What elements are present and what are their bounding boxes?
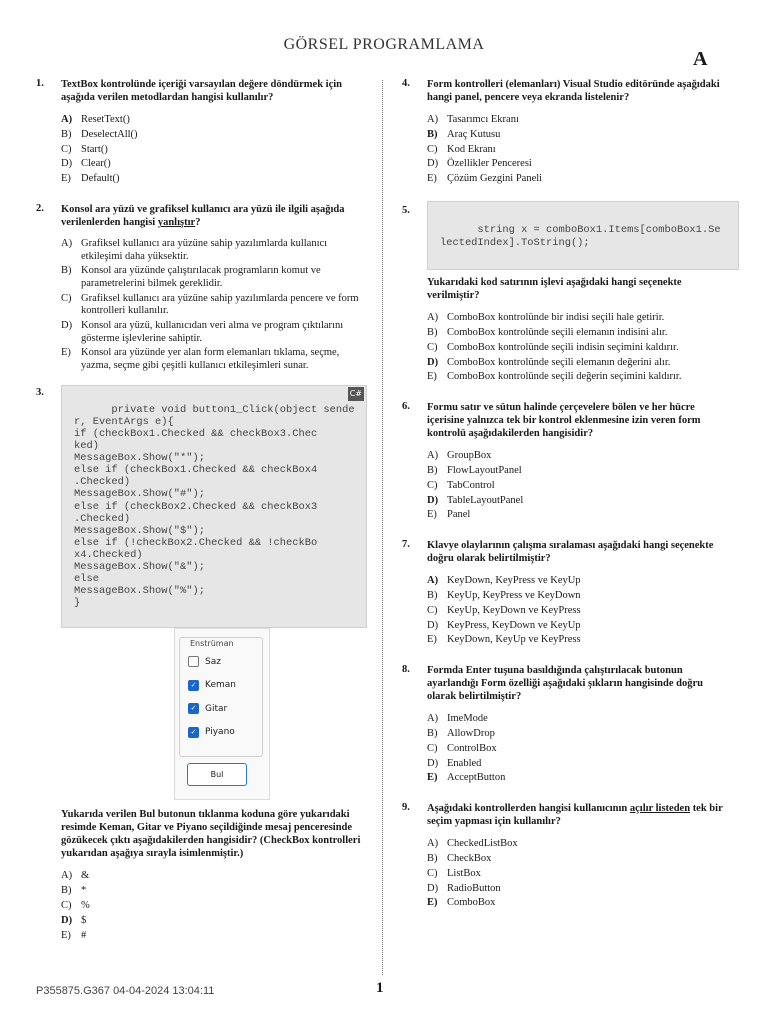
option-text: DeselectAll() bbox=[81, 128, 138, 140]
option-text: ComboBox kontrolünde seçili elemanın değerini alır. bbox=[447, 356, 671, 368]
option-letter: A) bbox=[427, 838, 439, 850]
option-text: ImeMode bbox=[447, 713, 488, 725]
option-letter: D) bbox=[61, 158, 73, 170]
groupbox-title: Enstrüman bbox=[190, 639, 234, 649]
option-letter: E) bbox=[427, 772, 438, 784]
answer-option bbox=[61, 157, 366, 172]
answer-option bbox=[427, 508, 732, 523]
option-text: Özellikler Penceresi bbox=[447, 158, 532, 170]
option-text: Konsol ara yüzünde yer alan form elemanları tıklama, seçme, yazma, seçme gibi çeşitli kullanıcı etkileşimleri sunar. bbox=[81, 347, 340, 372]
answer-option bbox=[61, 347, 366, 372]
option-letter: D) bbox=[427, 757, 439, 769]
option-text: Grafiksel kullanıcı ara yüzüne sahip yazılımlarda pencere ve form kontrolleri kullanılır. bbox=[81, 292, 359, 317]
option-letter: B) bbox=[61, 265, 72, 277]
question-number: 6. bbox=[402, 401, 410, 413]
column-divider bbox=[382, 80, 383, 975]
option-text: & bbox=[81, 870, 90, 882]
option-text: Panel bbox=[447, 509, 471, 521]
answer-option bbox=[427, 157, 732, 172]
option-text: KeyUp, KeyDown ve KeyPress bbox=[447, 604, 581, 616]
option-text: FlowLayoutPanel bbox=[447, 464, 522, 476]
answer-option bbox=[427, 742, 732, 757]
option-text: Konsol ara yüzü, kullanıcıdan veri alma ve program çıktılarını gösterme işlevlerine sahiptir. bbox=[81, 320, 344, 344]
answer-option bbox=[427, 837, 732, 852]
answer-option bbox=[61, 128, 366, 143]
question-number: 1. bbox=[36, 78, 44, 89]
answer-option bbox=[427, 589, 732, 604]
question-text: Konsol ara yüzü ve grafiksel kullanıcı ara yüzü ile ilgili aşağıda verilenlerden hangisi yanlıştır? bbox=[61, 203, 345, 228]
answer-option bbox=[427, 757, 732, 772]
option-text: Grafiksel kullanıcı ara yüzüne sahip yazılımlarda kullanıcı etkileşimi daha yüksektir. bbox=[81, 237, 328, 262]
option-letter: C) bbox=[427, 742, 438, 754]
option-letter: A) bbox=[61, 237, 73, 249]
option-list bbox=[427, 311, 732, 385]
answer-option bbox=[427, 712, 732, 727]
option-text: % bbox=[81, 900, 90, 912]
question-9 bbox=[402, 802, 732, 911]
option-list bbox=[61, 113, 366, 187]
answer-option bbox=[61, 899, 366, 914]
form-preview bbox=[174, 628, 270, 800]
code-text: private void button1_Click(object sende r, EventArgs e){ if (checkBox1.Checked && checkBox3.Chec ked) MessageBox.Show("*"); else if (checkBox1.Checked && checkBox4 .Checked) MessageBox.Show("#"); else if (checkBox2.Checked && checkBox3 .Checked) MessageBox.Show("$"); else if (!checkBox2.Checked && !checkBo x4.Checked) MessageBox.Show("&"); else MessageBox.Show("%"); } bbox=[74, 403, 355, 610]
answer-option bbox=[427, 370, 732, 385]
question-1 bbox=[36, 78, 366, 187]
answer-option bbox=[427, 882, 732, 897]
option-letter: E) bbox=[427, 634, 437, 646]
language-badge: C# bbox=[348, 387, 364, 401]
checkbox-1[interactable] bbox=[188, 680, 236, 691]
option-letter: C) bbox=[61, 900, 72, 912]
option-letter: B) bbox=[61, 885, 72, 897]
question-4 bbox=[402, 78, 732, 187]
option-text: ComboBox kontrolünde seçili indisin seçimini kaldırır. bbox=[447, 341, 679, 353]
option-letter: B) bbox=[427, 128, 438, 140]
option-text: GroupBox bbox=[447, 450, 492, 462]
option-letter: B) bbox=[427, 464, 438, 476]
answer-option bbox=[61, 265, 366, 290]
left-column bbox=[36, 78, 366, 943]
option-letter: D) bbox=[427, 494, 439, 506]
question-number: 4. bbox=[402, 78, 410, 89]
question-6 bbox=[402, 401, 732, 523]
answer-option bbox=[427, 727, 732, 742]
underlined-keyword: yanlıştır bbox=[157, 216, 196, 228]
option-text: ControlBox bbox=[447, 742, 497, 754]
option-list bbox=[61, 238, 366, 373]
answer-option bbox=[61, 914, 366, 929]
option-letter: A) bbox=[427, 312, 439, 324]
option-text: Konsol ara yüzünde çalıştırılacak programların komut ve parametrelerini bilmek gereklidir. bbox=[81, 265, 321, 289]
question-number: 2. bbox=[36, 202, 44, 214]
right-column bbox=[402, 78, 732, 911]
answer-option bbox=[427, 143, 732, 158]
question-text: Aşağıdaki kontrollerden hangisi kullanıcının açılır listeden tek bir seçim yapması için kullanılır? bbox=[427, 803, 723, 828]
answer-option bbox=[61, 143, 366, 158]
checkbox-2[interactable] bbox=[188, 703, 227, 714]
option-letter: E) bbox=[427, 371, 437, 383]
answer-option bbox=[61, 929, 366, 944]
bul-button[interactable]: Bul bbox=[187, 763, 247, 786]
option-letter: B) bbox=[427, 852, 438, 864]
option-text: AllowDrop bbox=[447, 727, 495, 739]
option-list bbox=[61, 869, 366, 943]
question-2 bbox=[36, 203, 366, 373]
checked-icon: ✓ bbox=[188, 727, 199, 738]
option-letter: C) bbox=[61, 292, 72, 304]
option-text: KeyUp, KeyPress ve KeyDown bbox=[447, 589, 581, 601]
option-letter: A) bbox=[427, 450, 439, 462]
option-letter: B) bbox=[61, 128, 72, 140]
option-text: TabControl bbox=[447, 479, 495, 491]
answer-option bbox=[61, 869, 366, 884]
answer-option bbox=[427, 896, 732, 911]
option-text: * bbox=[81, 885, 87, 897]
answer-option bbox=[427, 464, 732, 479]
answer-option bbox=[427, 619, 732, 634]
option-letter: B) bbox=[427, 326, 438, 338]
option-text: Kod Ekranı bbox=[447, 143, 496, 155]
answer-option bbox=[427, 326, 732, 341]
question-number: 7. bbox=[402, 539, 410, 551]
option-letter: C) bbox=[427, 604, 438, 616]
question-text: Formu satır ve sütun halinde çerçevelere bölen ve her hücre içerisine yalnızca tek bir kontrol eklenmesine izin veren form kontrolü aşağıdakilerden hangisidir? bbox=[427, 402, 701, 440]
code-block bbox=[427, 201, 739, 270]
checkbox-label: Piyano bbox=[205, 727, 235, 738]
answer-option bbox=[61, 113, 366, 128]
option-text: RadioButton bbox=[447, 882, 501, 894]
option-letter: E) bbox=[61, 929, 71, 941]
question-8 bbox=[402, 664, 732, 786]
option-text: KeyDown, KeyPress ve KeyUp bbox=[447, 575, 581, 587]
option-text: ResetText() bbox=[81, 114, 130, 125]
option-letter: B) bbox=[427, 589, 438, 601]
option-text: Tasarımcı Ekranı bbox=[447, 114, 519, 125]
option-letter: D) bbox=[61, 320, 73, 332]
option-letter: A) bbox=[427, 575, 439, 587]
question-text: Yukarıdaki kod satırının işlevi aşağıdaki hangi seçenekte verilmiştir? bbox=[427, 277, 682, 302]
footer-code: P355875.G367 04-04-2024 13:04:11 bbox=[36, 985, 215, 997]
option-letter: C) bbox=[427, 867, 438, 879]
answer-option bbox=[427, 311, 732, 326]
option-text: Start() bbox=[81, 143, 108, 155]
option-letter: D) bbox=[427, 158, 439, 170]
code-text: string x = comboBox1.Items[comboBox1.Se lectedIndex].ToString(); bbox=[440, 223, 721, 249]
checkbox-label: Saz bbox=[205, 656, 221, 667]
answer-option bbox=[61, 293, 366, 318]
option-text: Enabled bbox=[447, 757, 482, 769]
checkbox-3[interactable] bbox=[188, 727, 235, 738]
option-letter: E) bbox=[61, 173, 71, 185]
answer-option bbox=[427, 867, 732, 882]
answer-option bbox=[427, 494, 732, 509]
option-text: $ bbox=[81, 914, 87, 926]
option-letter: D) bbox=[427, 356, 439, 368]
option-text: Default() bbox=[81, 173, 120, 185]
answer-option bbox=[427, 771, 732, 786]
option-list bbox=[427, 113, 732, 187]
option-text: TableLayoutPanel bbox=[447, 494, 524, 506]
answer-option bbox=[61, 320, 366, 345]
option-text: AcceptButton bbox=[447, 772, 506, 784]
question-5 bbox=[402, 201, 732, 385]
option-text: KeyPress, KeyDown ve KeyUp bbox=[447, 619, 581, 631]
checked-icon: ✓ bbox=[188, 680, 199, 691]
answer-option bbox=[427, 356, 732, 371]
question-number: 3. bbox=[36, 386, 44, 398]
checkbox-0[interactable] bbox=[188, 656, 221, 667]
option-text: ComboBox bbox=[447, 897, 496, 909]
option-list bbox=[427, 712, 732, 786]
question-text: Formda Enter tuşuna basıldığında çalıştırılacak butonun ayarlandığı Form özelliği aşağıdaki şıkların hangisinde doğru olarak belirtilmiştir? bbox=[427, 665, 703, 703]
option-letter: D) bbox=[427, 619, 439, 631]
option-text: Çözüm Gezgini Paneli bbox=[447, 173, 543, 185]
answer-option bbox=[427, 128, 732, 143]
question-text: Klavye olaylarının çalışma sıralaması aşağıdaki hangi seçenekte doğru olarak belirtilmiştir? bbox=[427, 540, 714, 565]
question-number: 8. bbox=[402, 664, 410, 676]
option-text: Araç Kutusu bbox=[447, 128, 501, 140]
option-letter: C) bbox=[427, 143, 438, 155]
answer-option bbox=[61, 884, 366, 899]
option-list bbox=[427, 449, 732, 523]
option-letter: E) bbox=[427, 509, 437, 521]
option-letter: A) bbox=[61, 870, 73, 882]
question-text: Yukarıda verilen Bul butonun tıklanma koduna göre yukarıdaki resimde Keman, Gitar ve Piyano seçildiğinde mesaj penceresinde gözükecek çıktı aşağıdakilerden hangisidir? (CheckBox kontrolleri yukarıdan aşağıya sırayla isimlenmiştir.) bbox=[61, 809, 361, 860]
option-letter: D) bbox=[427, 882, 439, 894]
option-list bbox=[427, 837, 732, 911]
option-letter: C) bbox=[427, 479, 438, 491]
page-number: 1 bbox=[376, 980, 384, 996]
answer-option bbox=[427, 449, 732, 464]
option-text: CheckedListBox bbox=[447, 838, 518, 850]
option-text: Clear() bbox=[81, 158, 111, 170]
checked-icon: ✓ bbox=[188, 703, 199, 714]
page-title: GÖRSEL PROGRAMLAMA bbox=[283, 36, 485, 53]
option-letter: B) bbox=[427, 727, 438, 739]
question-7 bbox=[402, 539, 732, 648]
answer-option bbox=[427, 852, 732, 867]
checkbox-label: Keman bbox=[205, 680, 236, 691]
question-number: 9. bbox=[402, 802, 410, 814]
option-list bbox=[427, 574, 732, 648]
option-letter: A) bbox=[61, 114, 73, 125]
underlined-keyword: açılır listeden bbox=[629, 803, 691, 815]
option-letter: C) bbox=[427, 341, 438, 353]
option-letter: E) bbox=[427, 897, 438, 909]
code-block bbox=[61, 385, 367, 629]
question-text: TextBox kontrolünde içeriği varsayılan değere döndürmek için aşağıda verilen metodlardan hangisi kullanılır? bbox=[61, 79, 342, 103]
option-letter: C) bbox=[61, 143, 72, 155]
answer-option bbox=[427, 604, 732, 619]
option-letter: E) bbox=[427, 173, 437, 185]
option-letter: A) bbox=[427, 114, 439, 125]
option-letter: A) bbox=[427, 713, 439, 725]
answer-option bbox=[427, 113, 732, 128]
answer-option bbox=[427, 172, 732, 187]
option-letter: E) bbox=[61, 347, 71, 359]
option-text: KeyDown, KeyUp ve KeyPress bbox=[447, 634, 581, 646]
option-text: CheckBox bbox=[447, 852, 492, 864]
answer-option bbox=[427, 633, 732, 648]
answer-option bbox=[427, 479, 732, 494]
option-text: ComboBox kontrolünde seçili elemanın indisini alır. bbox=[447, 326, 668, 338]
option-text: ListBox bbox=[447, 867, 481, 879]
option-text: ComboBox kontrolünde seçili değerin seçimini kaldırır. bbox=[447, 371, 682, 383]
option-text: ComboBox kontrolünde bir indisi seçili hale getirir. bbox=[447, 312, 665, 324]
question-text: Form kontrolleri (elemanları) Visual Studio editöründe aşağıdaki hangi panel, pencere veya ekranda listelenir? bbox=[427, 79, 720, 103]
answer-option bbox=[427, 341, 732, 356]
option-letter: D) bbox=[61, 914, 73, 926]
groupbox bbox=[179, 637, 263, 757]
answer-option bbox=[61, 238, 366, 263]
unchecked-icon bbox=[188, 656, 199, 667]
booklet-letter: A bbox=[693, 48, 708, 70]
option-text: # bbox=[81, 929, 87, 941]
question-3 bbox=[36, 385, 366, 944]
question-number: 5. bbox=[402, 204, 410, 216]
checkbox-label: Gitar bbox=[205, 703, 228, 714]
answer-option bbox=[427, 574, 732, 589]
answer-option bbox=[61, 172, 366, 187]
